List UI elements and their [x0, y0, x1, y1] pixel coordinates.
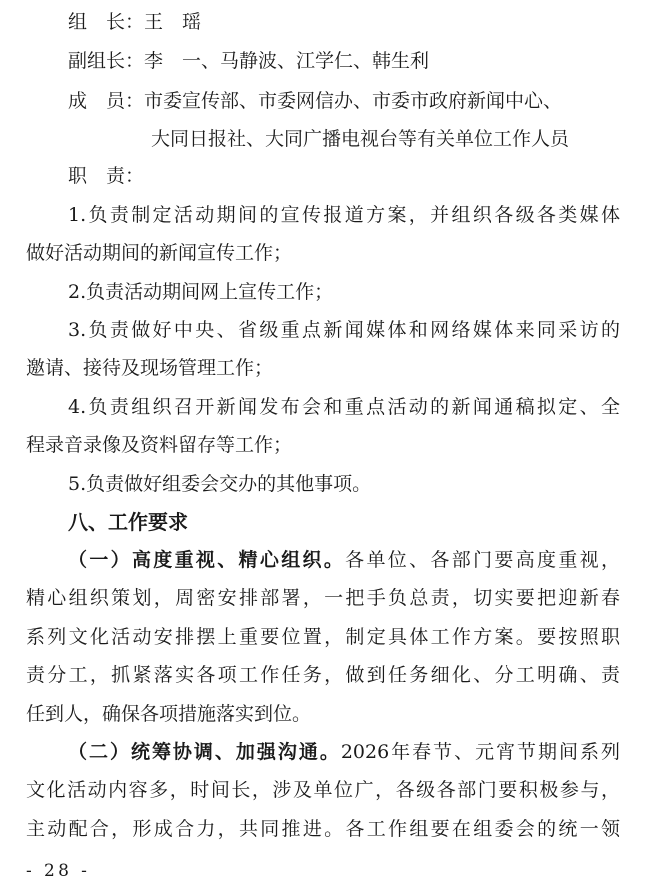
requirement-1 — [68, 548, 620, 572]
duty-label-line — [68, 164, 144, 188]
duty-1-line-2: 做好活动期间的新闻宣传工作； — [26, 242, 293, 264]
requirement-2-text-1: 2026年春节、元宵节期间系列 — [340, 741, 620, 763]
member-line-continued — [151, 127, 569, 151]
requirement-2-row-3 — [26, 817, 620, 841]
leader-value: 王 瑶 — [144, 11, 202, 33]
requirement-2-line-1 — [68, 740, 620, 764]
duty-item-3-cont — [26, 356, 273, 380]
duty-3-line-2: 邀请、接待及现场管理工作； — [26, 357, 274, 379]
page-number: - 28 - — [26, 861, 91, 881]
requirement-2 — [68, 740, 620, 764]
duty-4-line-1: 4.负责组织召开新闻发布会和重点活动的新闻通稿拟定、全 — [68, 396, 620, 418]
deputy-label: 副组长： — [68, 50, 145, 72]
member-value-2: 大同日报社、大同广播电视台等有关单位工作人员 — [151, 128, 570, 150]
requirement-1-row-4 — [26, 663, 620, 687]
requirement-2-text-3: 主动配合，形成合力，共同推进。各工作组要在组委会的统一领 — [26, 818, 620, 840]
member-label: 成 员： — [68, 90, 145, 112]
requirement-1-text-4: 责分工，抓紧落实各项工作任务，做到任务细化、分工明确、责 — [26, 664, 620, 686]
duty-3-line-1: 3.负责做好中央、省级重点新闻媒体和网络媒体来同采访的 — [68, 319, 620, 341]
requirement-1-line-1 — [68, 548, 620, 572]
duty-5-line-1: 5.负责做好组委会交办的其他事项。 — [68, 473, 372, 495]
duty-item-1-cont — [26, 241, 292, 265]
requirement-1-text-3: 系列文化活动安排摆上重要位置，制定具体工作方案。要按照职 — [26, 626, 620, 648]
requirement-2-lead: （二）统筹协调、加强沟通。 — [68, 741, 341, 763]
duty-item-4-cont — [26, 433, 292, 457]
section-heading — [68, 510, 188, 534]
member-value-1: 市委宣传部、市委网信办、市委市政府新闻中心、 — [144, 90, 563, 112]
requirement-1-text-2: 精心组织策划，周密安排部署，一把手负总责，切实要把迎新春 — [26, 587, 620, 609]
duty-2-line-1: 2.负责活动期间网上宣传工作； — [68, 281, 334, 303]
requirement-2-row-2 — [26, 778, 620, 802]
requirement-1-text-1: 各单位、各部门要高度重视， — [345, 549, 620, 571]
duty-item-5 — [68, 472, 371, 496]
duty-item-2 — [68, 280, 333, 304]
deputy-line — [68, 49, 429, 73]
requirement-1-lead: （一）高度重视、精心组织。 — [68, 549, 346, 571]
duty-label: 职 责： — [68, 165, 145, 187]
duty-item-4 — [68, 395, 620, 419]
deputy-value: 李 一、马静波、江学仁、韩生利 — [144, 50, 430, 72]
leader-label: 组 长： — [68, 11, 145, 33]
section-8-title: 八、工作要求 — [68, 510, 188, 534]
requirement-1-row-3 — [26, 625, 620, 649]
requirement-1-row-2 — [26, 586, 620, 610]
leader-line — [68, 10, 201, 34]
duty-item-3 — [68, 318, 620, 342]
duty-1-line-1: 1.负责制定活动期间的宣传报道方案，并组织各级各类媒体 — [68, 204, 620, 226]
requirement-1-text-5: 任到人，确保各项措施落实到位。 — [26, 703, 312, 725]
requirement-2-text-2: 文化活动内容多，时间长，涉及单位广，各级各部门要积极参与， — [26, 779, 620, 801]
duty-4-line-2: 程录音录像及资料留存等工作； — [26, 434, 293, 456]
member-line — [68, 89, 562, 113]
requirement-1-row-5 — [26, 702, 311, 726]
duty-item-1 — [68, 203, 620, 227]
